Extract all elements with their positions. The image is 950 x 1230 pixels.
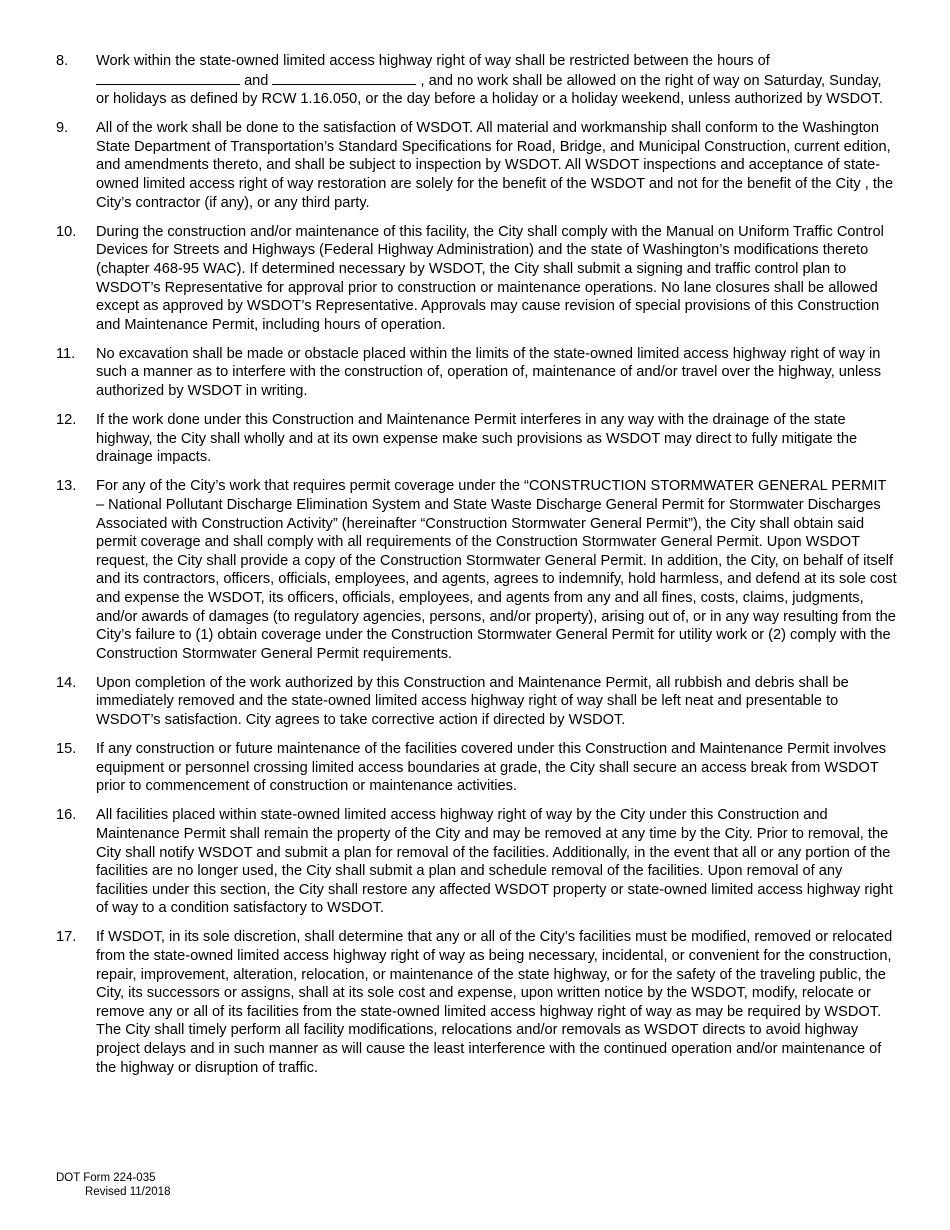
condition-9 — [56, 119, 898, 212]
condition-number: 17. — [56, 929, 77, 946]
condition-number: 8. — [56, 53, 69, 69]
condition-12 — [56, 411, 898, 467]
start-hour-blank[interactable] — [96, 71, 240, 85]
form-footer — [56, 1172, 170, 1199]
condition-13 — [56, 477, 898, 663]
condition-text: All of the work shall be done to the satisfaction of WSDOT. All material and workmanship shall conform to the Washington State Department of Transportation’s Standard Specifications for Road, Bridge, and Municipal Construction, current edition, and amendments thereto, and shall be subject to inspection by WSDOT. All WSDOT inspections and acceptance of state-owned limited access right of way restoration are solely for the benefit of the WSDOT and not for the benefit of the City , the City’s contractor (if any), or any third party. — [96, 120, 894, 211]
condition-text: If WSDOT, in its sole discretion, shall determine that any or all of the City’s facilities must be modified, removed or relocated from the state-owned limited access highway right of way as being necessary, incidental, or convenient for the construction, repair, improvement, alteration, relocation, or maintenance of the state highway, or for the safety of the traveling public, the City, its successors or assigns, shall at its sole cost and expense, upon written notice by the WSDOT, modify, relocate or remove any or all of its facilities from the state-owned limited access highway right of way as may be required by WSDOT. The City shall timely perform all facility modifications, relocations and/or removals as WSDOT directs to avoid highway project delays and in such manner as will cause the least interference with the continued operation and/or maintenance of the highway or disruption of traffic. — [96, 929, 893, 1076]
condition-11 — [56, 345, 898, 401]
condition-number: 13. — [56, 478, 77, 495]
condition-text: All facilities placed within state-owned limited access highway right of way by the City under this Construction and Maintenance Permit shall remain the property of the City and may be removed at any time by the City. Prior to removal, the City shall notify WSDOT and submit a plan for removal of the facilities. Additionally, in the event that all or any portion of the facilities are no longer used, the City shall submit a plan and schedule removal of the facilities. Upon removal of any facilities under this section, the City shall restore any affected WSDOT property or state-owned limited access highway right of way to a condition satisfactory to WSDOT. — [96, 807, 893, 917]
condition-15 — [56, 740, 898, 796]
condition-text: No excavation shall be made or obstacle placed within the limits of the state-owned limited access highway right of way in such a manner as to interfere with the construction of, operation of, maintenance of and/or travel over the highway, unless authorized by WSDOT in writing. — [96, 345, 881, 399]
condition-number: 15. — [56, 741, 77, 758]
condition-number: 9. — [56, 120, 69, 137]
condition-text — [96, 52, 898, 109]
condition-text: Upon completion of the work authorized by this Construction and Maintenance Permit, all rubbish and debris shall be immediately removed and the state-owned limited access highway right of way shall be left neat and presentable to WSDOT’s satisfaction. City agrees to take corrective action if directed by WSDOT. — [96, 674, 849, 728]
condition-number: 11. — [56, 345, 76, 362]
condition-8 — [56, 52, 898, 109]
condition-text: For any of the City’s work that requires permit coverage under the “CONSTRUCTION STORMWATER GENERAL PERMIT – National Pollutant Discharge Elimination System and State Waste Discharge General Permit for Stormwater Discharges Associated with Construction Activity” (hereinafter “Construction Stormwater General Permit”), the City shall obtain said permit coverage and shall comply with all requirements of the Construction Stormwater General Permit. Upon WSDOT request, the City shall provide a copy of the Construction Stormwater General Permit. In addition, the City, on behalf of itself and its contractors, officers, officials, employees, and agents, agrees to indemnify, hold harmless, and defend at its sole cost and expense the WSDOT, its officers, officials, employees, and agents from any and all fines, costs, claims, judgments, and/or awards of damages (to regulatory agencies, persons, and/or property), arising out of, or in any way resulting from the City’s failure to (1) obtain coverage under the Construction Stormwater General Permit for utility work or (2) comply with the Construction Stormwater General Permit requirements. — [96, 478, 897, 662]
condition-text: During the construction and/or maintenance of this facility, the City shall comply with the Manual on Uniform Traffic Control Devices for Streets and Highways (Federal Highway Administration) and the state of Washington’s modifications thereto (chapter 468-95 WAC). If determined necessary by WSDOT, the City shall submit a signing and traffic control plan to WSDOT’s Representative for approval prior to construction or maintenance operations. No lane closures shall be allowed except as approved by WSDOT’s Representative. Approvals may cause revision of special provisions of this Construction and Maintenance Permit, including hours of operation. — [96, 223, 884, 333]
condition-text: If any construction or future maintenance of the facilities covered under this Construction and Maintenance Permit involves equipment or personnel crossing limited access boundaries at grade, the City shall secure an access break from WSDOT prior to commencement of construction or maintenance activities. — [96, 741, 887, 795]
condition-number: 12. — [56, 412, 77, 429]
condition-text: If the work done under this Construction and Maintenance Permit interferes in any way with the drainage of the state highway, the City shall wholly and at its own expense make such provisions as WSDOT may direct to fully mitigate the drainage impacts. — [96, 412, 858, 466]
condition-number: 10. — [56, 223, 77, 240]
condition-17 — [56, 928, 898, 1077]
condition-text-part: Work within the state-owned limited access highway right of way shall be restricted between the hours of — [96, 53, 770, 69]
form-number: DOT Form 224-035 — [56, 1172, 156, 1184]
condition-16 — [56, 806, 898, 918]
condition-10 — [56, 223, 898, 335]
permit-conditions — [56, 52, 898, 1088]
condition-14 — [56, 674, 898, 730]
and-word: and — [244, 72, 269, 89]
condition-number: 16. — [56, 807, 77, 824]
condition-text-part: , and no work shall be allowed on the right of way on Saturday, Sunday, or holidays as defined by RCW 1.16.050, or the day before a holiday or a holiday weekend, unless authorized by WSDOT. — [96, 72, 883, 108]
revision-date: Revised 11/2018 — [85, 1185, 171, 1198]
condition-number: 14. — [56, 674, 77, 691]
end-hour-blank[interactable] — [272, 71, 416, 85]
